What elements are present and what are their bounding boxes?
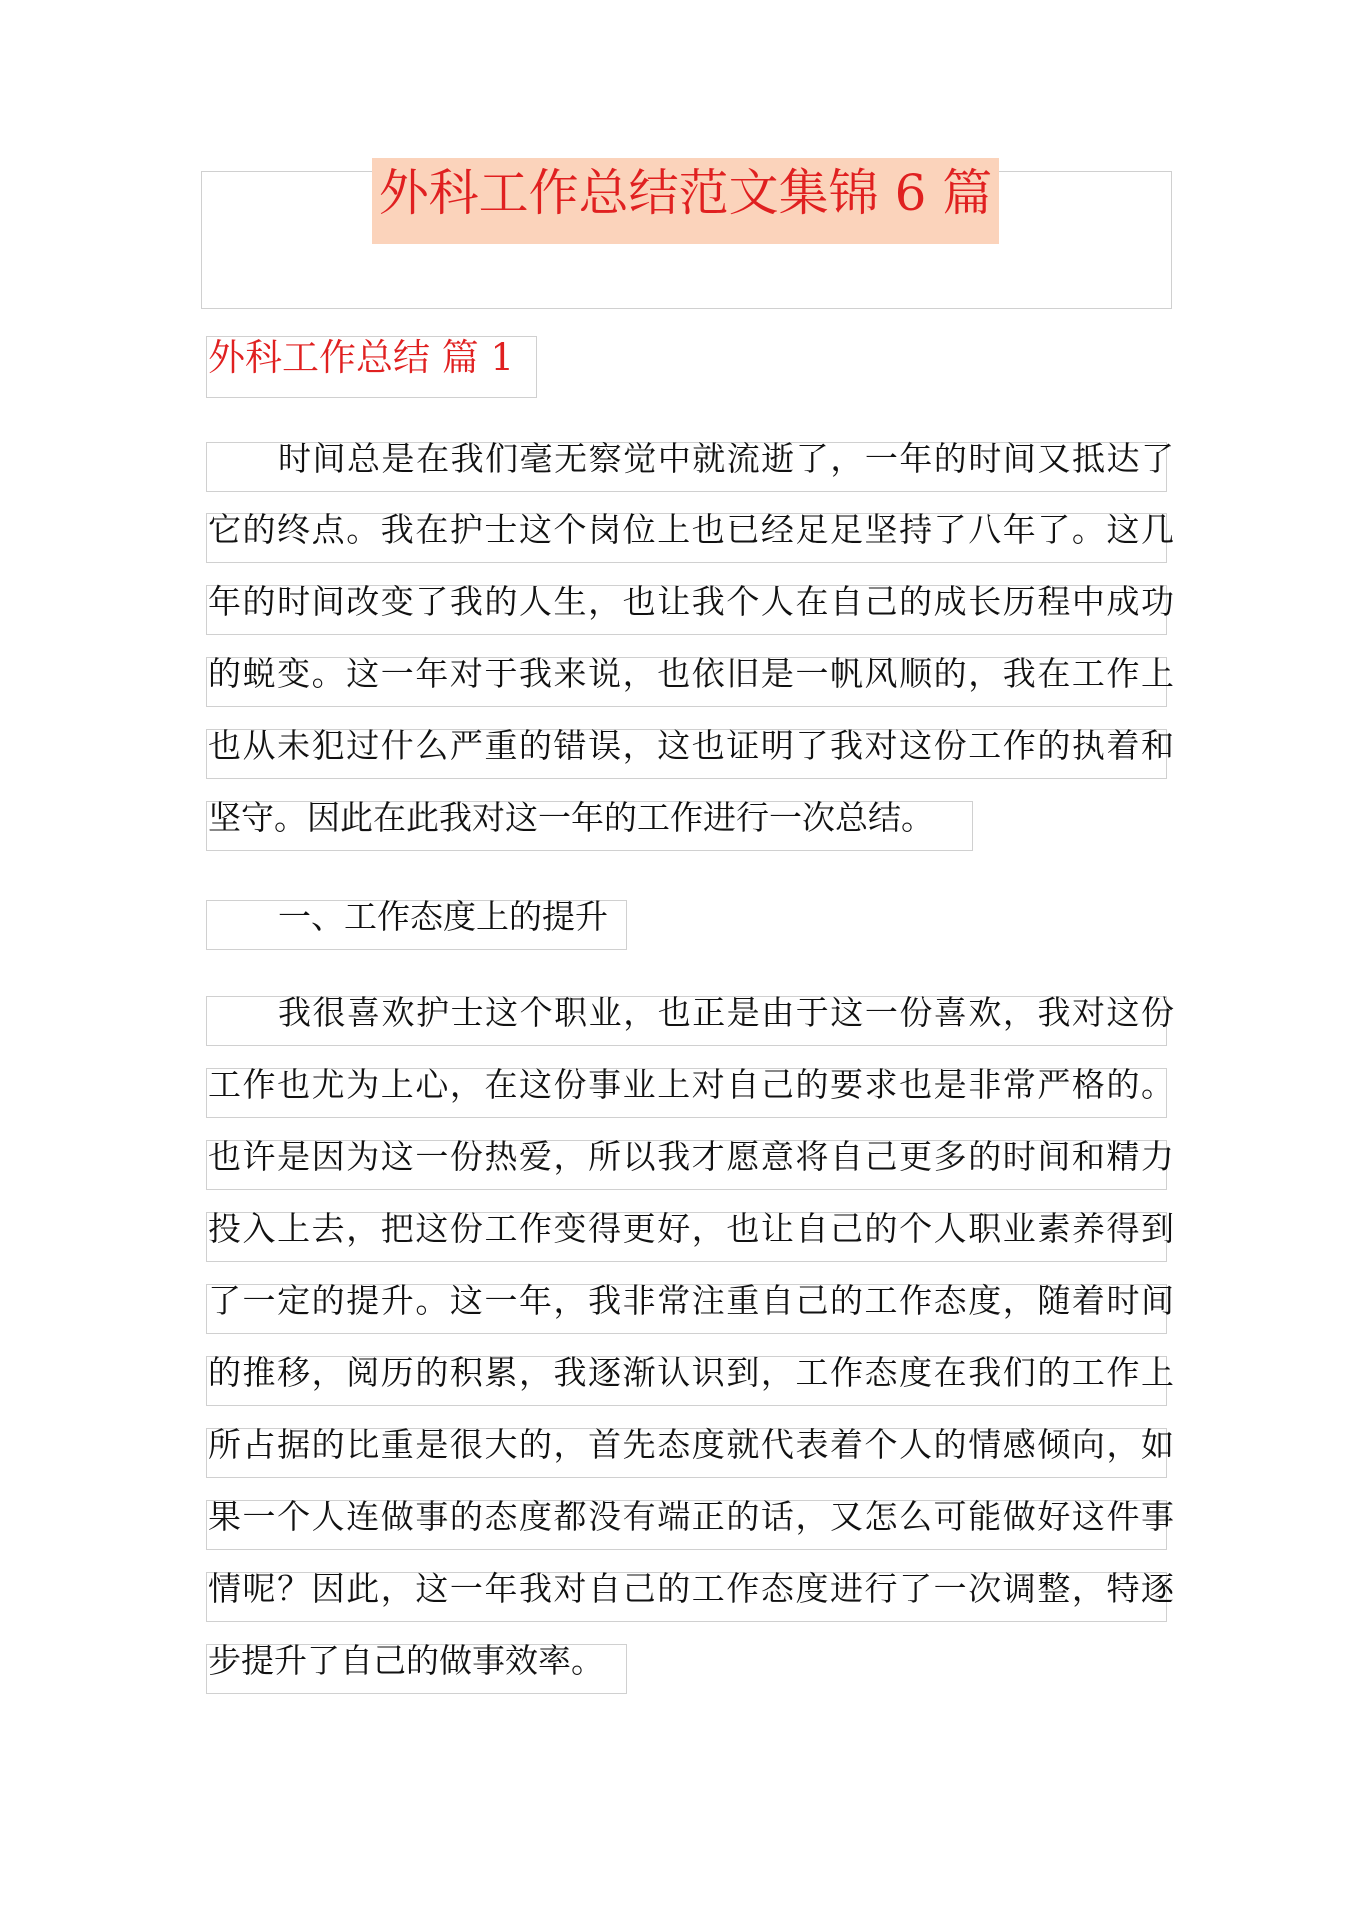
paragraph-line: 投入上去，把这份工作变得更好，也让自己的个人职业素养得到 — [208, 1209, 1174, 1248]
paragraph-line: 步提升了自己的做事效率。 — [208, 1641, 604, 1680]
paragraph-line: 坚守。因此在此我对这一年的工作进行一次总结。 — [208, 798, 934, 837]
paragraph-line: 了一定的提升。这一年，我非常注重自己的工作态度，随着时间 — [208, 1281, 1174, 1320]
paragraph-line: 所占据的比重是很大的，首先态度就代表着个人的情感倾向，如 — [208, 1425, 1174, 1464]
heading-text: 一、工作态度上的提升 — [278, 897, 608, 936]
paragraph-line: 也许是因为这一份热爱，所以我才愿意将自己更多的时间和精力 — [208, 1137, 1174, 1176]
paragraph-line: 年的时间改变了我的人生，也让我个人在自己的成长历程中成功 — [208, 582, 1174, 621]
paragraph-line: 果一个人连做事的态度都没有端正的话，又怎么可能做好这件事 — [208, 1497, 1174, 1536]
paragraph-line: 工作也尤为上心，在这份事业上对自己的要求也是非常严格的。 — [208, 1065, 1174, 1104]
section-title: 外科工作总结 篇 1 — [208, 336, 515, 379]
paragraph-line: 它的终点。我在护士这个岗位上也已经足足坚持了八年了。这几 — [208, 510, 1174, 549]
paragraph-line: 时间总是在我们毫无察觉中就流逝了，一年的时间又抵达了 — [278, 439, 1174, 478]
paragraph-line: 也从未犯过什么严重的错误，这也证明了我对这份工作的执着和 — [208, 726, 1174, 765]
paragraph-line: 情呢？因此，这一年我对自己的工作态度进行了一次调整，特逐 — [208, 1569, 1174, 1608]
document-title: 外科工作总结范文集锦 6 篇 — [378, 164, 993, 222]
paragraph-line: 的蜕变。这一年对于我来说，也依旧是一帆风顺的，我在工作上 — [208, 654, 1174, 693]
paragraph-line: 我很喜欢护士这个职业，也正是由于这一份喜欢，我对这份 — [278, 993, 1174, 1032]
paragraph-line: 的推移，阅历的积累，我逐渐认识到，工作态度在我们的工作上 — [208, 1353, 1174, 1392]
